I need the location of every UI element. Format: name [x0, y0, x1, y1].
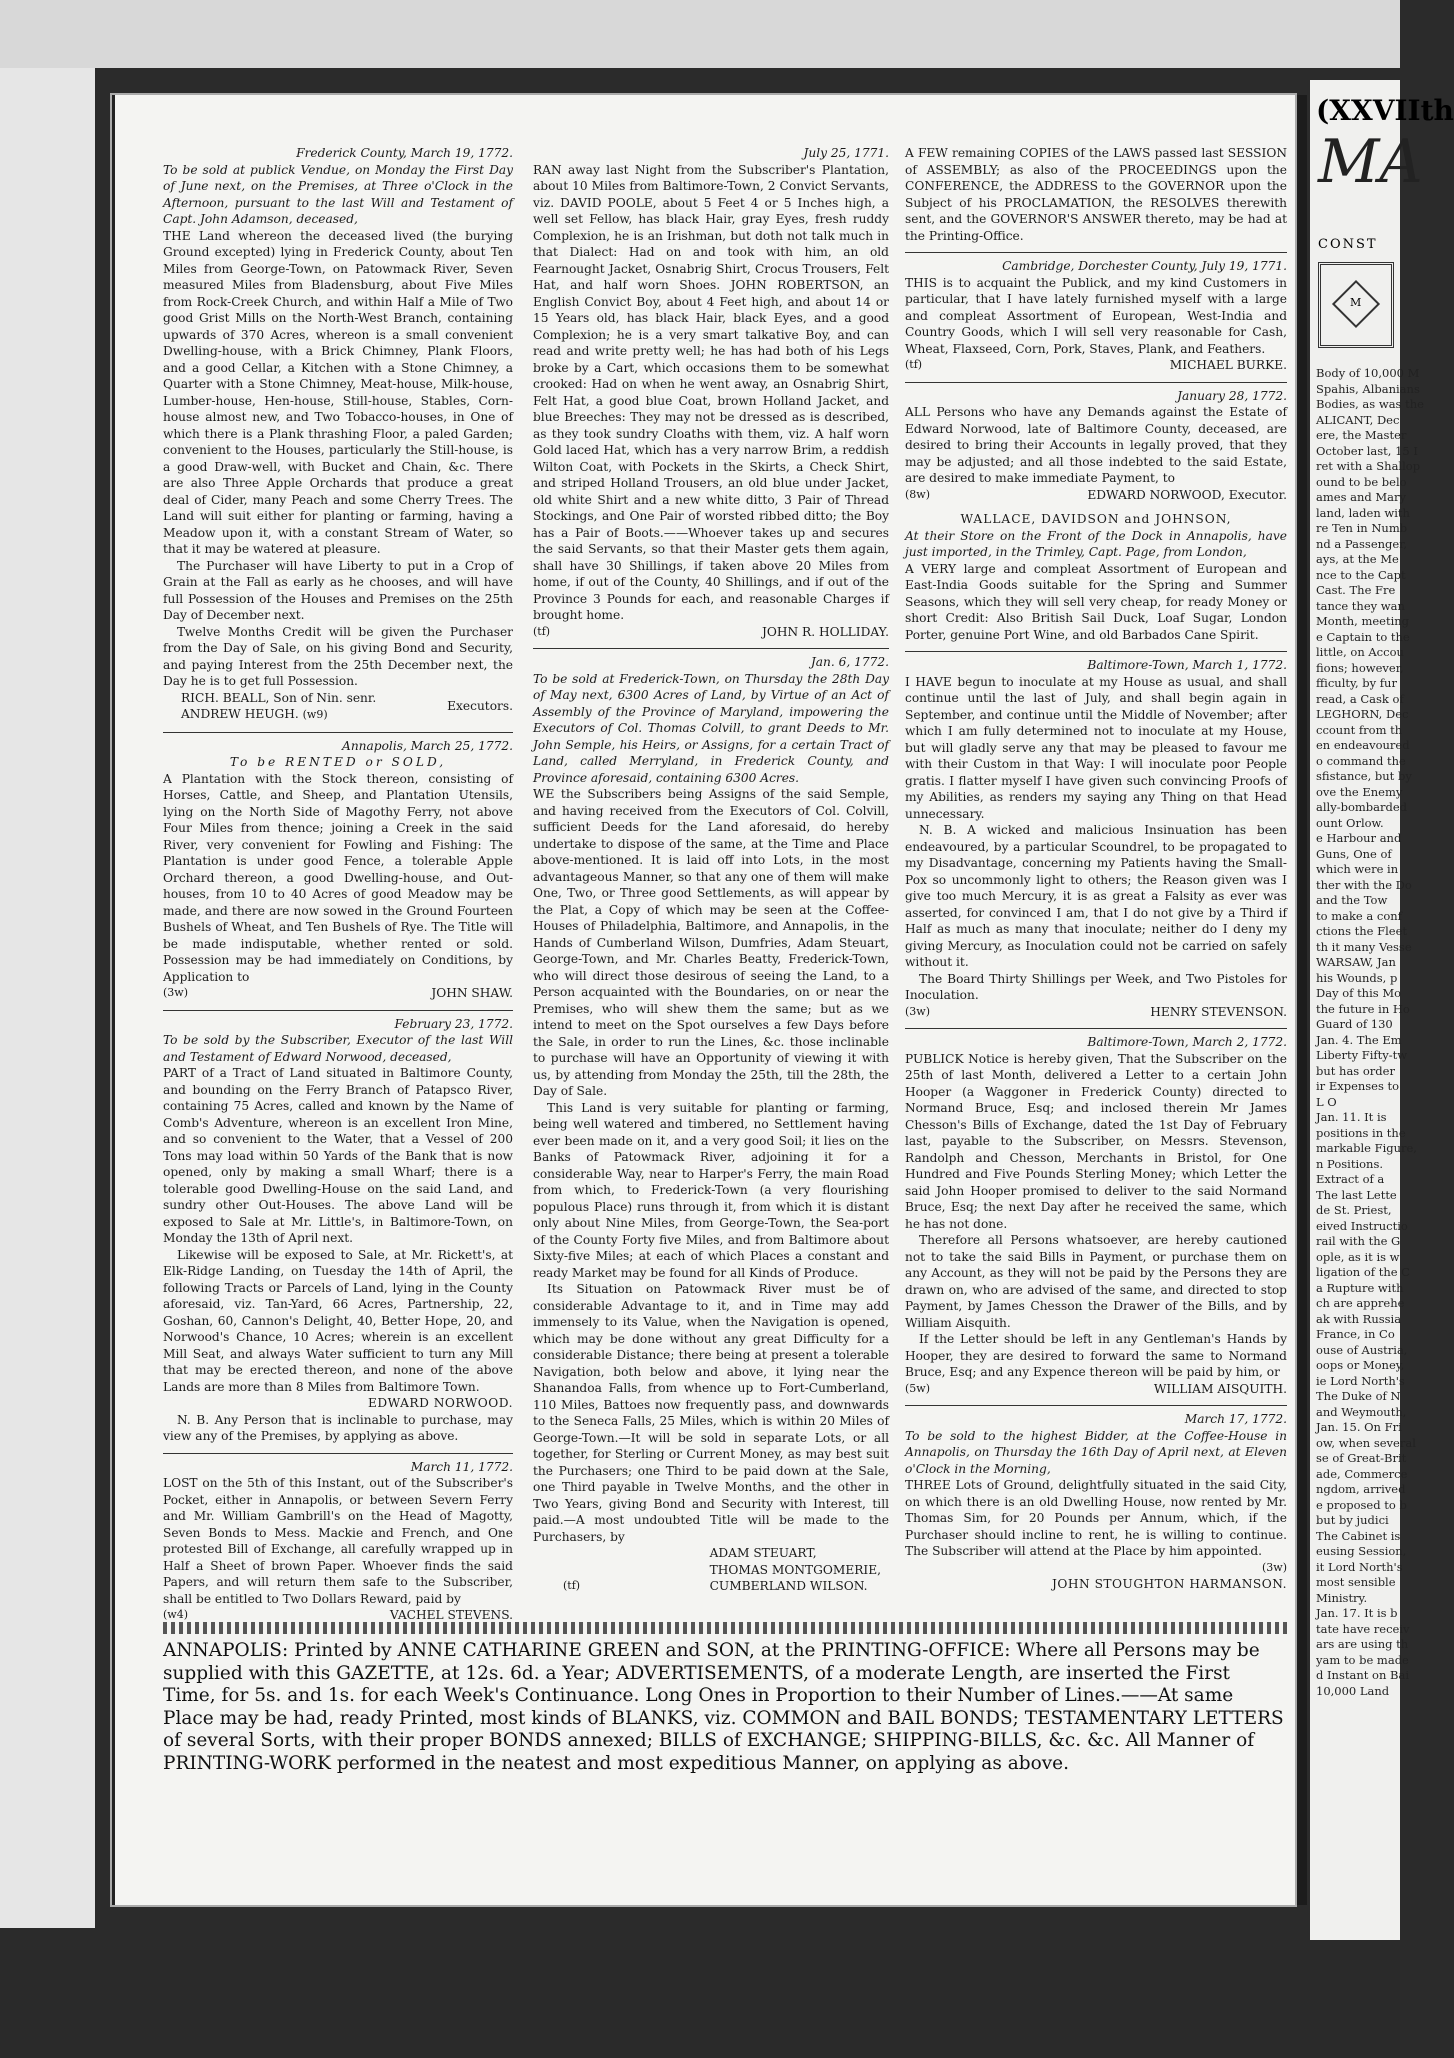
facing-page-line: his Wounds, p — [1316, 970, 1398, 985]
column-3 — [905, 145, 1287, 1601]
facing-page-line: Jan. 4. The Em — [1316, 1032, 1402, 1047]
ad-body: THIS is to acquaint the Publick, and my kind Customers in particular, that I have lately furnished myself with a large and compleat Assortment of European, West-India and Country Goods, which I will sell very reasonable for Cash, Wheat, Flaxseed, Corn, Pork, Staves, Plank, and Feathers. — [905, 275, 1287, 356]
facing-page-line: The Cabinet is — [1316, 1528, 1401, 1543]
facing-page-line: ngdom, arrived — [1316, 1482, 1406, 1496]
facing-page-line: Month, meeting — [1316, 614, 1410, 628]
facing-page-line: ie Lord North's — [1316, 1373, 1405, 1388]
ad-tag: (5w) — [905, 1381, 930, 1395]
facing-page-line: The last Lette — [1316, 1187, 1397, 1202]
ornament-letter: M — [1350, 296, 1362, 309]
facing-page-line: ound to be belo — [1316, 474, 1407, 489]
ad-body: RAN away last Night from the Subscriber's Plantation, about 10 Miles from Baltimore-Town, 2 Convict Servants, viz. DAVID POOLE, about 5 Feet 4 or 5 Inches high, a well set Fellow, has black Hair, gray Eyes, fresh ruddy Complexion, he is an Irishman, but doth not talk much in that Dialect: Had on and took with him, an old Fearnought Jacket, Osnabrig Shirt, Crocus Trousers, Felt Hat, and half worn Shoes. JOHN ROBERTSON, an English Convict Boy, about 4 Feet high, and about 14 or 15 Years old, has black Hair, black Eyes, and a good Complexion; he is a very smart talkative Boy, and can read and write pretty well; he has had both of his Legs broke by a Cart, which occasions them to be somewhat crooked: Had on when he went away, an Osnabrig Shirt, Felt Hat, a good blue Coat, brown Holland Jacket, and blue Breeches: They may not be dressed as is described, as they took sundry Cloaths with them, viz. A half worn Gold laced Hat, which has a very narrow Brim, a reddish Wilton Coat, with Pockets in the Skirts, a Check Shirt, and striped Holland Trousers, an old blue under Jacket, old white Shirt and a new white ditto, 3 Pair of Thread Stockings, and One Pair of worsted ribbed ditto; the Boy has a Pair of Boots.——Whoever takes up and secures the said Servants, so that their Master gets them again, shall have 30 Shillings, if taken above 20 Miles from home, if out of the County, 40 Shillings, and if out of the Province 3 Pounds for each, and reasonable Charges if brought home. — [533, 162, 889, 622]
dateline: Annapolis, March 25, 1772. — [342, 738, 513, 753]
signer-role: Executors. — [447, 699, 513, 714]
facing-page-line: Jan. 15. On Fri — [1316, 1420, 1402, 1434]
column-rule — [905, 1405, 1287, 1406]
facing-page-line: ople, as it is w — [1316, 1249, 1400, 1264]
facing-page-issue-number: (XXVIIth — [1316, 94, 1454, 127]
column-rule — [905, 252, 1287, 253]
scan-left-margin — [0, 68, 95, 1928]
facing-page-line: Bodies, as was the — [1316, 397, 1424, 411]
ornamental-rule — [163, 1622, 1287, 1634]
facing-page-line: tance they wan — [1316, 598, 1405, 613]
dateline: March 17, 1772. — [1184, 1412, 1287, 1426]
ad-tag: (w4) — [163, 1608, 188, 1621]
signer: ANDREW HEUGH. — [181, 707, 299, 721]
ad-tag: (3w) — [163, 986, 188, 999]
facing-page-line: ays, at the Me — [1316, 552, 1399, 566]
facing-page-line: en endeavoured — [1316, 738, 1410, 752]
signer: CUMBERLAND WILSON. — [709, 1579, 868, 1593]
advertisement-merryland-tract — [533, 654, 889, 1595]
column-rule — [533, 648, 889, 649]
facing-page-line: positions in the — [1316, 1125, 1406, 1140]
facing-page-line: ere, the Master — [1316, 428, 1407, 442]
column-rule — [163, 1453, 513, 1454]
facing-page-line: WARSAW, Jan — [1316, 955, 1396, 969]
signer: VACHEL STEVENS. — [389, 1608, 513, 1622]
ad-body: The Purchaser will have Liberty to put in a Crop of Grain at the Fall as early as he chooses, and will have full Possession of the Houses and Premises on the 25th Day of December next. — [163, 558, 513, 622]
ad-body: This Land is very suitable for planting or farming, being well watered and timbered, no Settlement having ever been made on it, and a very good Soil; it lies on the Banks of Patowmack River, adjoining it for a considerable Way, near to Harper's Ferry, the main Road from which, to Frederick-Town (a very flourishing populous Place) runs through it, from which it is distant only about Nine Miles, from George-Town, the Sea-port of the County Forty five Miles, and from Baltimore about Sixty-five Miles; at each of which Places a constant and ready Market may be found for all Kinds of Produce. — [533, 1100, 889, 1280]
facing-page-line: Liberty Fifty-tw — [1316, 1048, 1408, 1062]
facing-page-line: e proposed to b — [1316, 1497, 1407, 1512]
facing-page-line: yam to be made — [1316, 1652, 1409, 1667]
facing-page-line: little, on Accou — [1316, 645, 1404, 659]
ad-tag: (w9) — [302, 708, 328, 721]
facing-page-line: n Positions. — [1316, 1156, 1384, 1171]
signer: EDWARD NORWOOD. — [368, 1396, 513, 1410]
ad-body: A Plantation with the Stock thereon, consisting of Horses, Cattle, and Sheep, and Plantation Utensils, lying on the North Side of Magothy Ferry, not above Four Miles from thence; joining a Creek in the said River, very convenient for Fowling and Fishing: The Plantation is under good Fence, a tolerable Apple Orchard thereon, a good Dwelling-house, and Out-houses, from 10 to 40 Acres of good Meadow may be made, and there are now sowed in the Ground Fourteen Bushels of Wheat, and Ten Bushels of Rye. The Title will be made indisputable, whether rented or sold. Possession may be had immediately on Conditions, by Application to — [163, 771, 513, 984]
facing-page-line: nd a Passenger, — [1316, 536, 1408, 551]
ad-tag: (3w) — [1262, 1560, 1287, 1574]
column-2 — [533, 145, 889, 1603]
dateline: Frederick County, March 19, 1772. — [296, 146, 513, 160]
facing-page-line: nce to the Capt — [1316, 567, 1406, 582]
signer: THOMAS MONTGOMERIE, — [709, 1562, 881, 1577]
ad-body: A VERY large and compleat Assortment of European and East-India Goods suitable for the Spring and Summer Seasons, which they will sell very cheap, for ready Money or short Credit: Also British Sail Duck, Loaf Sugar, London Porter, genuine Port Wine, and old Barbados Cane Spirit. — [905, 561, 1287, 642]
facing-page-line: but by judici — [1316, 1513, 1389, 1527]
facing-page-line: e Captain to the — [1316, 629, 1410, 644]
facing-page-text — [1316, 366, 1424, 1699]
facing-page-line: ade, Commerce — [1316, 1466, 1408, 1481]
ad-body: N. B. A wicked and malicious Insinuation has been endeavoured, by a particular Scoundrel, to be propagated to my Disadvantage, concerning my Patients having the Small-Pox so uncommonly light to others; the Reason given was I give too much Mercury, it is as great a Falsity as ever was asserted, for convinced I am, that I do not give by a Third if Half as much as many that inoculate; neither do I deny my giving Mercury, as Inoculation could not be carried on safely without it. — [905, 823, 1287, 969]
ad-heading: To be RENTED or SOLD, — [229, 755, 447, 769]
signer: MICHAEL BURKE. — [1169, 358, 1287, 372]
dateline: July 25, 1771. — [803, 146, 889, 160]
ad-tag: (tf) — [563, 1579, 581, 1592]
facing-page-line: and the Tow — [1316, 893, 1388, 907]
dateline: January 28, 1772. — [1177, 388, 1287, 403]
facing-page-line: th it many Vesse — [1316, 939, 1412, 954]
facing-page-line: The Duke of N — [1316, 1389, 1401, 1403]
facing-page-line: d Instant on Bai — [1316, 1668, 1409, 1682]
facing-page-line: ouse of Austria, — [1316, 1342, 1408, 1357]
facing-page-line: France, in Co — [1316, 1327, 1395, 1341]
facing-page-line: LEGHORN, Dec — [1316, 707, 1409, 721]
ad-tag: (tf) — [905, 358, 923, 371]
facing-page-line: and Weymouth, — [1316, 1404, 1407, 1419]
ad-heading: WALLACE, DAVIDSON and JOHNSON, — [960, 512, 1232, 526]
ad-body: WE the Subscribers being Assigns of the said Semple, and having received from the Executors of Col. Colvill, sufficient Deeds for the Land aforesaid, do hereby undertake to dispose of the same, at the Time and Place above-mentioned. It is laid off into Lots, in the most advantageous Manner, so that any one of them will make One, Two, or Three good Settlements, as will appear by the Plat, a Copy of which may be seen at the Coffee-Houses of Philadelphia, Baltimore, and Annapolis, in the Hands of Cumberland Wilson, Dumfries, Adam Steuart, George-Town, and Mr. Charles Beatty, Frederick-Town, who will direct those desirous of seeing the Land, to a Person acquainted with the Boundaries, on or near the Premises, who will shew them the same; but as we intend to meet on the Spot ourselves a few Days before the Sale, in order to run the Lines, &c. those inclinable to purchase will have an Opportunity of viewing it with us, by attending from Monday the 25th, till the 28th, the Day of Sale. — [533, 787, 889, 1098]
facing-page-line: Jan. 11. It is — [1316, 1110, 1387, 1124]
dateline: Jan. 6, 1772. — [810, 655, 889, 669]
facing-page-line: the future in Ho — [1316, 1001, 1410, 1016]
ad-body: If the Letter should be left in any Gentleman's Hands by Hooper, they are desired to forward the same to Normand Bruce, Esq; and any Expence thereon will be paid by him, or — [905, 1332, 1287, 1379]
facing-page-section-title: CONST — [1318, 237, 1378, 252]
ad-intro: To be sold by the Subscriber, Executor of the last Will and Testament of Edward Norwood, deceased, — [163, 1033, 513, 1064]
ad-body: Therefore all Persons whatsoever, are hereby cautioned not to take the said Bills in Payment, or purchase them on any Account, as they will not be paid by the Persons they are drawn on, who are advised of the same, and directed to stop Payment, by James Chesson the Drawer of the Bills, and by William Aisquith. — [905, 1233, 1287, 1330]
advertisement-shaw-plantation — [163, 738, 513, 1002]
facing-page-line: October last, 15 I — [1316, 443, 1418, 458]
signer: JOHN SHAW. — [431, 986, 513, 1000]
facing-page-line: ount Orlow. — [1316, 815, 1384, 830]
facing-page-line: read, a Cask of — [1316, 691, 1404, 706]
facing-page-fragment — [1310, 80, 1454, 1940]
facing-page-line: a Rupture with — [1316, 1280, 1404, 1295]
advertisement-burke-goods — [905, 258, 1287, 374]
facing-page-line: markable Figure, — [1316, 1141, 1417, 1155]
facing-page-line: ctions the Fleet — [1316, 924, 1408, 938]
dateline: Cambridge, Dorchester County, July 19, 1771. — [1002, 259, 1287, 273]
signer: RICH. BEALL, Son of Nin. senr. — [181, 690, 377, 705]
facing-page-line: land, laden with — [1316, 505, 1410, 520]
facing-page-line: to make a conf — [1316, 908, 1402, 923]
facing-page-line: Day of this Mo — [1316, 986, 1402, 1000]
column-rule — [163, 1010, 513, 1011]
ad-body: I HAVE begun to inoculate at my House as usual, and shall continue until the last of July, and shall begin again in September, and continue until the Middle of November; after which I am fully determined not to inoculate at my House, but will gladly serve any that may be pleased to favour me with their Custom in that Way: I will inoculate poor People gratis. I flatter myself I have given such convincing Proofs of my Abilities, as renders my saying any Thing on that Head unnecessary. — [905, 674, 1287, 821]
facing-page-line: se of Great-Brit — [1316, 1451, 1407, 1465]
ad-body: PUBLICK Notice is hereby given, That the Subscriber on the 25th of last Month, delivered a Letter to a certain John Hooper (a Waggoner in Frederick County) directed to Normand Bruce, Esq; and inclosed therein Mr James Chesson's Bills of Exchange, dated the 1st Day of February last, payable to the Subscriber, on Messrs. Stevenson, Randolph and Chesson, Merchants in Bristol, for One Hundred and Five Pounds Sterling Money; which Letter the said John Hooper promised to deliver to the said Normand Bruce, Esq; the next Day after he received the same, which he has not done. — [905, 1051, 1287, 1231]
column-rule — [163, 732, 513, 733]
ad-intro: To be sold at publick Vendue, on Monday the First Day of June next, on the Premises, at Three o'Clock in the Afternoon, pursuant to the last Will and Testament of Capt. John Adamson, deceased, — [163, 162, 513, 226]
signer: JOHN R. HOLLIDAY. — [761, 624, 889, 639]
facing-page-line: ars are using th — [1316, 1637, 1409, 1651]
facing-page-line: fions; however, — [1316, 660, 1404, 675]
ad-intro: At their Store on the Front of the Dock in Annapolis, have just imported, in the Trimley, Capt. Page, from London, — [905, 528, 1287, 559]
advertisement-norwood-land — [163, 1016, 513, 1445]
ad-body: Likewise will be exposed to Sale, at Mr. Rickett's, at Elk-Ridge Landing, on Tuesday the 14th of April, the following Tracts or Parcels of Land, lying in the County aforesaid, viz. Tan-Yard, 66 Acres, Partnership, 22, Goshan, 60, Cannon's Delight, 40, Better Hope, 20, and Norwood's Chance, 10 Acres; wherein is an excellent Mill Seat, and always Water sufficient to turn any Mill that may be erected thereon, and none of the above Lands are more than 8 Miles from Baltimore Town. — [163, 1247, 513, 1394]
facing-page-masthead: MA — [1318, 127, 1423, 197]
facing-page-line: oops or Money, — [1316, 1358, 1405, 1372]
column-rule — [905, 651, 1287, 652]
ad-body: Its Situation on Patowmack River must be of considerable Advantage to it, and in Time may add immensely to its Value, when the Navigation is opened, which may be done without any great Difficulty for a considerable Distance; there being at present a tolerable Navigation, both below and above, it lying near the Shanandoa Falls, from whence up to Fort-Cumberland, 110 Miles, Battoes now frequently pass, and downwards to the Seneca Falls, 25 Miles, which is within 20 Miles of George-Town.—It will be sold in separate Lots, or all together, for Sterling or Current Money, as may best suit the Purchasers; one Third to be paid down at the Sale, one Third payable in Twelve Months, and the other in Two Years, giving Bond and Security with Interest, till paid.—A most undoubted Title will be made to the Purchasers, by — [533, 1282, 889, 1544]
advertisement-runaway-servants — [533, 145, 889, 640]
column-1 — [163, 145, 513, 1632]
facing-page-line: ak with Russia — [1316, 1311, 1402, 1326]
advertisement-norwood-estate — [905, 388, 1287, 504]
facing-page-line: sfistance, but by — [1316, 769, 1412, 783]
column-rule — [905, 382, 1287, 383]
facing-page-line: re Ten in Numb — [1316, 521, 1408, 535]
facing-page-line: ccount from th — [1316, 722, 1403, 737]
facing-page-line: Ministry. — [1316, 1590, 1368, 1605]
ad-intro: To be sold at Frederick-Town, on Thursday the 28th Day of May next, 6300 Acres of Land, by Virtue of an Act of Assembly of the Province of Maryland, impowering the Executors of Col. Thomas Colvill, to grant Deeds to Mr. John Semple, his Heirs, or Assigns, for a certain Tract of Land, called Merryland, in Frederick County, and Province aforesaid, containing 6300 Acres. — [533, 671, 889, 785]
facing-page-line: ligation of the C — [1316, 1265, 1410, 1279]
ad-body: THREE Lots of Ground, delightfully situated in the said City, on which there is an old Dwelling House, now rented by Mr. Thomas Sim, for 20 Pounds per Annum, which, if the Purchaser should incline to rent, he is willing to continue. The Subscriber will attend at the Place by him appointed. — [905, 1478, 1287, 1558]
facing-page-line: fficulty, by fur — [1316, 676, 1397, 690]
facing-page-line: Cast. The Fre — [1316, 583, 1396, 597]
advertisement-harmanson-lots — [905, 1411, 1287, 1593]
facing-page-line: eived Instructio — [1316, 1218, 1408, 1233]
ad-body: A FEW remaining COPIES of the LAWS passed last SESSION of ASSEMBLY; as also of the PROCEEDINGS upon the CONFERENCE, the ADDRESS to the GOVERNOR upon the Subject of his PROCLAMATION, the RESOLVES therewith sent, and the GOVERNOR'S ANSWER thereto, may be had at the Printing-Office. — [905, 146, 1287, 243]
facing-page-line: Extract of a — [1316, 1172, 1385, 1186]
advertisement-aisquith-notice — [905, 1034, 1287, 1397]
ad-body: PART of a Tract of Land situated in Baltimore County, and bounding on the Ferry Branch of Patapsco River, containing 75 Acres, called and known by the Name of Comb's Adventure, whereon is an excellent Iron Mine, and so convenient to the Water, that a Vessel of 200 Tons may load within 50 Yards of the Bank that is now opened, only by making a small Wharf; there is a tolerable good Dwelling-House on the said Land, and sundry other Out-Houses. The above Land will be exposed to Sale at Mr. Little's, in Baltimore-Town, on Monday the 13th of April next. — [163, 1066, 513, 1245]
dateline: February 23, 1772. — [394, 1016, 513, 1031]
facing-page-line: o command the — [1316, 753, 1406, 768]
ad-body: The Board Thirty Shillings per Week, and Two Pistoles for Inoculation. — [905, 971, 1287, 1002]
facing-page-line: most sensible — [1316, 1575, 1396, 1589]
facing-page-line: ames and Mary — [1316, 490, 1407, 504]
newspaper-page — [112, 95, 1295, 1905]
facing-page-line: ow, when several — [1316, 1435, 1416, 1450]
dateline: March 11, 1772. — [410, 1459, 513, 1474]
facing-page-line: ALICANT, Dec — [1316, 412, 1400, 427]
facing-page-line: Guard of 130 — [1316, 1017, 1393, 1031]
dateline: Baltimore-Town, March 1, 1772. — [1087, 658, 1287, 672]
signer: JOHN STOUGHTON HARMANSON. — [1052, 1577, 1287, 1591]
advertisement-laws — [905, 145, 1287, 244]
ad-intro: To be sold to the highest Bidder, at the Coffee-House in Annapolis, on Thursday the 16th Day of April next, at Eleven o'Clock in the Morning, — [905, 1428, 1287, 1476]
facing-page-line: Jan. 17. It is b — [1316, 1606, 1398, 1620]
facing-page-line: ally-bombarded — [1316, 800, 1408, 814]
facing-page-line: ret with a Shallop — [1316, 459, 1421, 473]
facing-page-line: Guns, One of — [1316, 846, 1392, 861]
ad-body: LOST on the 5th of this Instant, out of the Subscriber's Pocket, either in Annapolis, or between Severn Ferry and Mr. William Gambrill's on the Head of Magotty, Seven Bonds to Mess. Mackie and French, and One protested Bill of Exchange, all carefully wrapped up in Half a Sheet of brown Paper. Whoever finds the said Papers, and will return them safe to the Subscriber, shall be entitled to Two Dollars Reward, paid by — [163, 1476, 513, 1606]
facing-page-line: it Lord North's — [1316, 1559, 1403, 1574]
facing-page-line: e Harbour and — [1316, 831, 1402, 845]
facing-page-line: which were in — [1316, 862, 1399, 876]
ad-tag: (8w) — [905, 487, 930, 501]
advertisement-stevens-lost — [163, 1459, 513, 1624]
scan-top-margin — [0, 0, 1400, 68]
ad-body: ALL Persons who have any Demands against the Estate of Edward Norwood, late of Baltimore County, deceased, are desired to bring their Accounts in legally proved, that they may be adjusted; and all those indebted to the said Estate, are desired to make immediate Payment, to — [905, 405, 1287, 485]
signer: HENRY STEVENSON. — [1150, 1004, 1287, 1019]
facing-page-line: ther with the Do — [1316, 877, 1412, 892]
facing-page-line: ove the Enemy — [1316, 784, 1403, 799]
signer: WILLIAM AISQUITH. — [1153, 1381, 1287, 1396]
signer: ADAM STEUART, — [709, 1546, 817, 1560]
facing-page-line: rail with the G — [1316, 1234, 1401, 1248]
facing-page-line: ch are apprehe — [1316, 1296, 1405, 1310]
facing-page-line: ir Expenses to — [1316, 1079, 1400, 1093]
facing-page-line: 10,000 Land — [1316, 1683, 1390, 1698]
advertisement-adamson-land — [163, 145, 513, 724]
facing-page-line: de St. Priest, — [1316, 1203, 1392, 1217]
facing-page-line: Spahis, Albanians — [1316, 381, 1420, 396]
ad-tag: (3w) — [905, 1004, 930, 1018]
ad-tag: (tf) — [533, 624, 551, 638]
facing-page-line: L O — [1316, 1094, 1337, 1109]
ad-body: Twelve Months Credit will be given the Purchaser from the Day of Sale, on his giving Bond and Security, and paying Interest from the 25th December next, the Day he is to get full Possession. — [163, 624, 513, 688]
column-rule — [905, 1028, 1287, 1029]
facing-page-line: but has order — [1316, 1063, 1395, 1078]
ornament-icon — [1318, 262, 1394, 348]
scan-bottom-margin — [0, 1950, 1400, 2058]
advertisement-wallace-store — [905, 511, 1287, 643]
ad-body: THE Land whereon the deceased lived (the burying Ground excepted) lying in Frederick County, about Ten Miles from George-Town, on Patowmack River, Seven measured Miles from Bladensburg, about Five Miles from Rock-Creek Church, and within Half a Mile of Two good Grist Mills on the North-West Branch, containing upwards of 370 Acres, whereon is a small convenient Dwelling-house, with a Brick Chimney, Plank Floors, and a good Cellar, a Kitchen with a Stone Chimney, a Quarter with a Stone Chimney, Meat-house, Milk-house, Lumber-house, Hen-house, Still-house, Stables, Corn-house almost new, and Two Tobacco-houses, in One of which there is a Plank thrashing Floor, a paled Garden; convenient to the Houses, particularly the Still-house, is a good Draw-well, with Bucket and Chain, &c. There are also Three Apple Orchards that produce a great deal of Cider, many Peach and some Cherry Trees. The Land will suit either for planting or farming, having a Meadow upon it, with a constant Stream of Water, so that it may be watered at pleasure. — [163, 228, 513, 556]
printer-imprint: ANNAPOLIS: Printed by ANNE CATHARINE GREEN and SON, at the PRINTING-OFFICE: Where all Persons may be supplied with this GAZETTE, at 12s. 6d. a Year; ADVERTISEMENTS, of a moderate Length, are inserted the First Time, for 5s. and 1s. for each Week's Continuance. Long Ones in Proportion to their Number of Lines.——At same Place may be had, ready Printed, most kinds of BLANKS, viz. COMMON and BAIL BONDS; TESTAMENTARY LETTERS of several Sorts, with their proper BONDS annexed; BILLS of EXCHANGE; SHIPPING-BILLS, &c. &c. All Manner of PRINTING-WORK performed in the neatest and most expeditious Manner, on applying as above. — [163, 1640, 1284, 1774]
advertisement-stevenson-inoculation — [905, 657, 1287, 1020]
facing-page-line: Body of 10,000 M — [1316, 366, 1420, 380]
facing-page-line: tate have receiv — [1316, 1621, 1410, 1636]
dateline: Baltimore-Town, March 2, 1772. — [1087, 1035, 1287, 1049]
signer: EDWARD NORWOOD, Executor. — [1087, 487, 1287, 502]
facing-page-line: eusing Session, — [1316, 1544, 1407, 1558]
ad-note: N. B. Any Person that is inclinable to purchase, may view any of the Premises, by applying as above. — [163, 1412, 513, 1443]
